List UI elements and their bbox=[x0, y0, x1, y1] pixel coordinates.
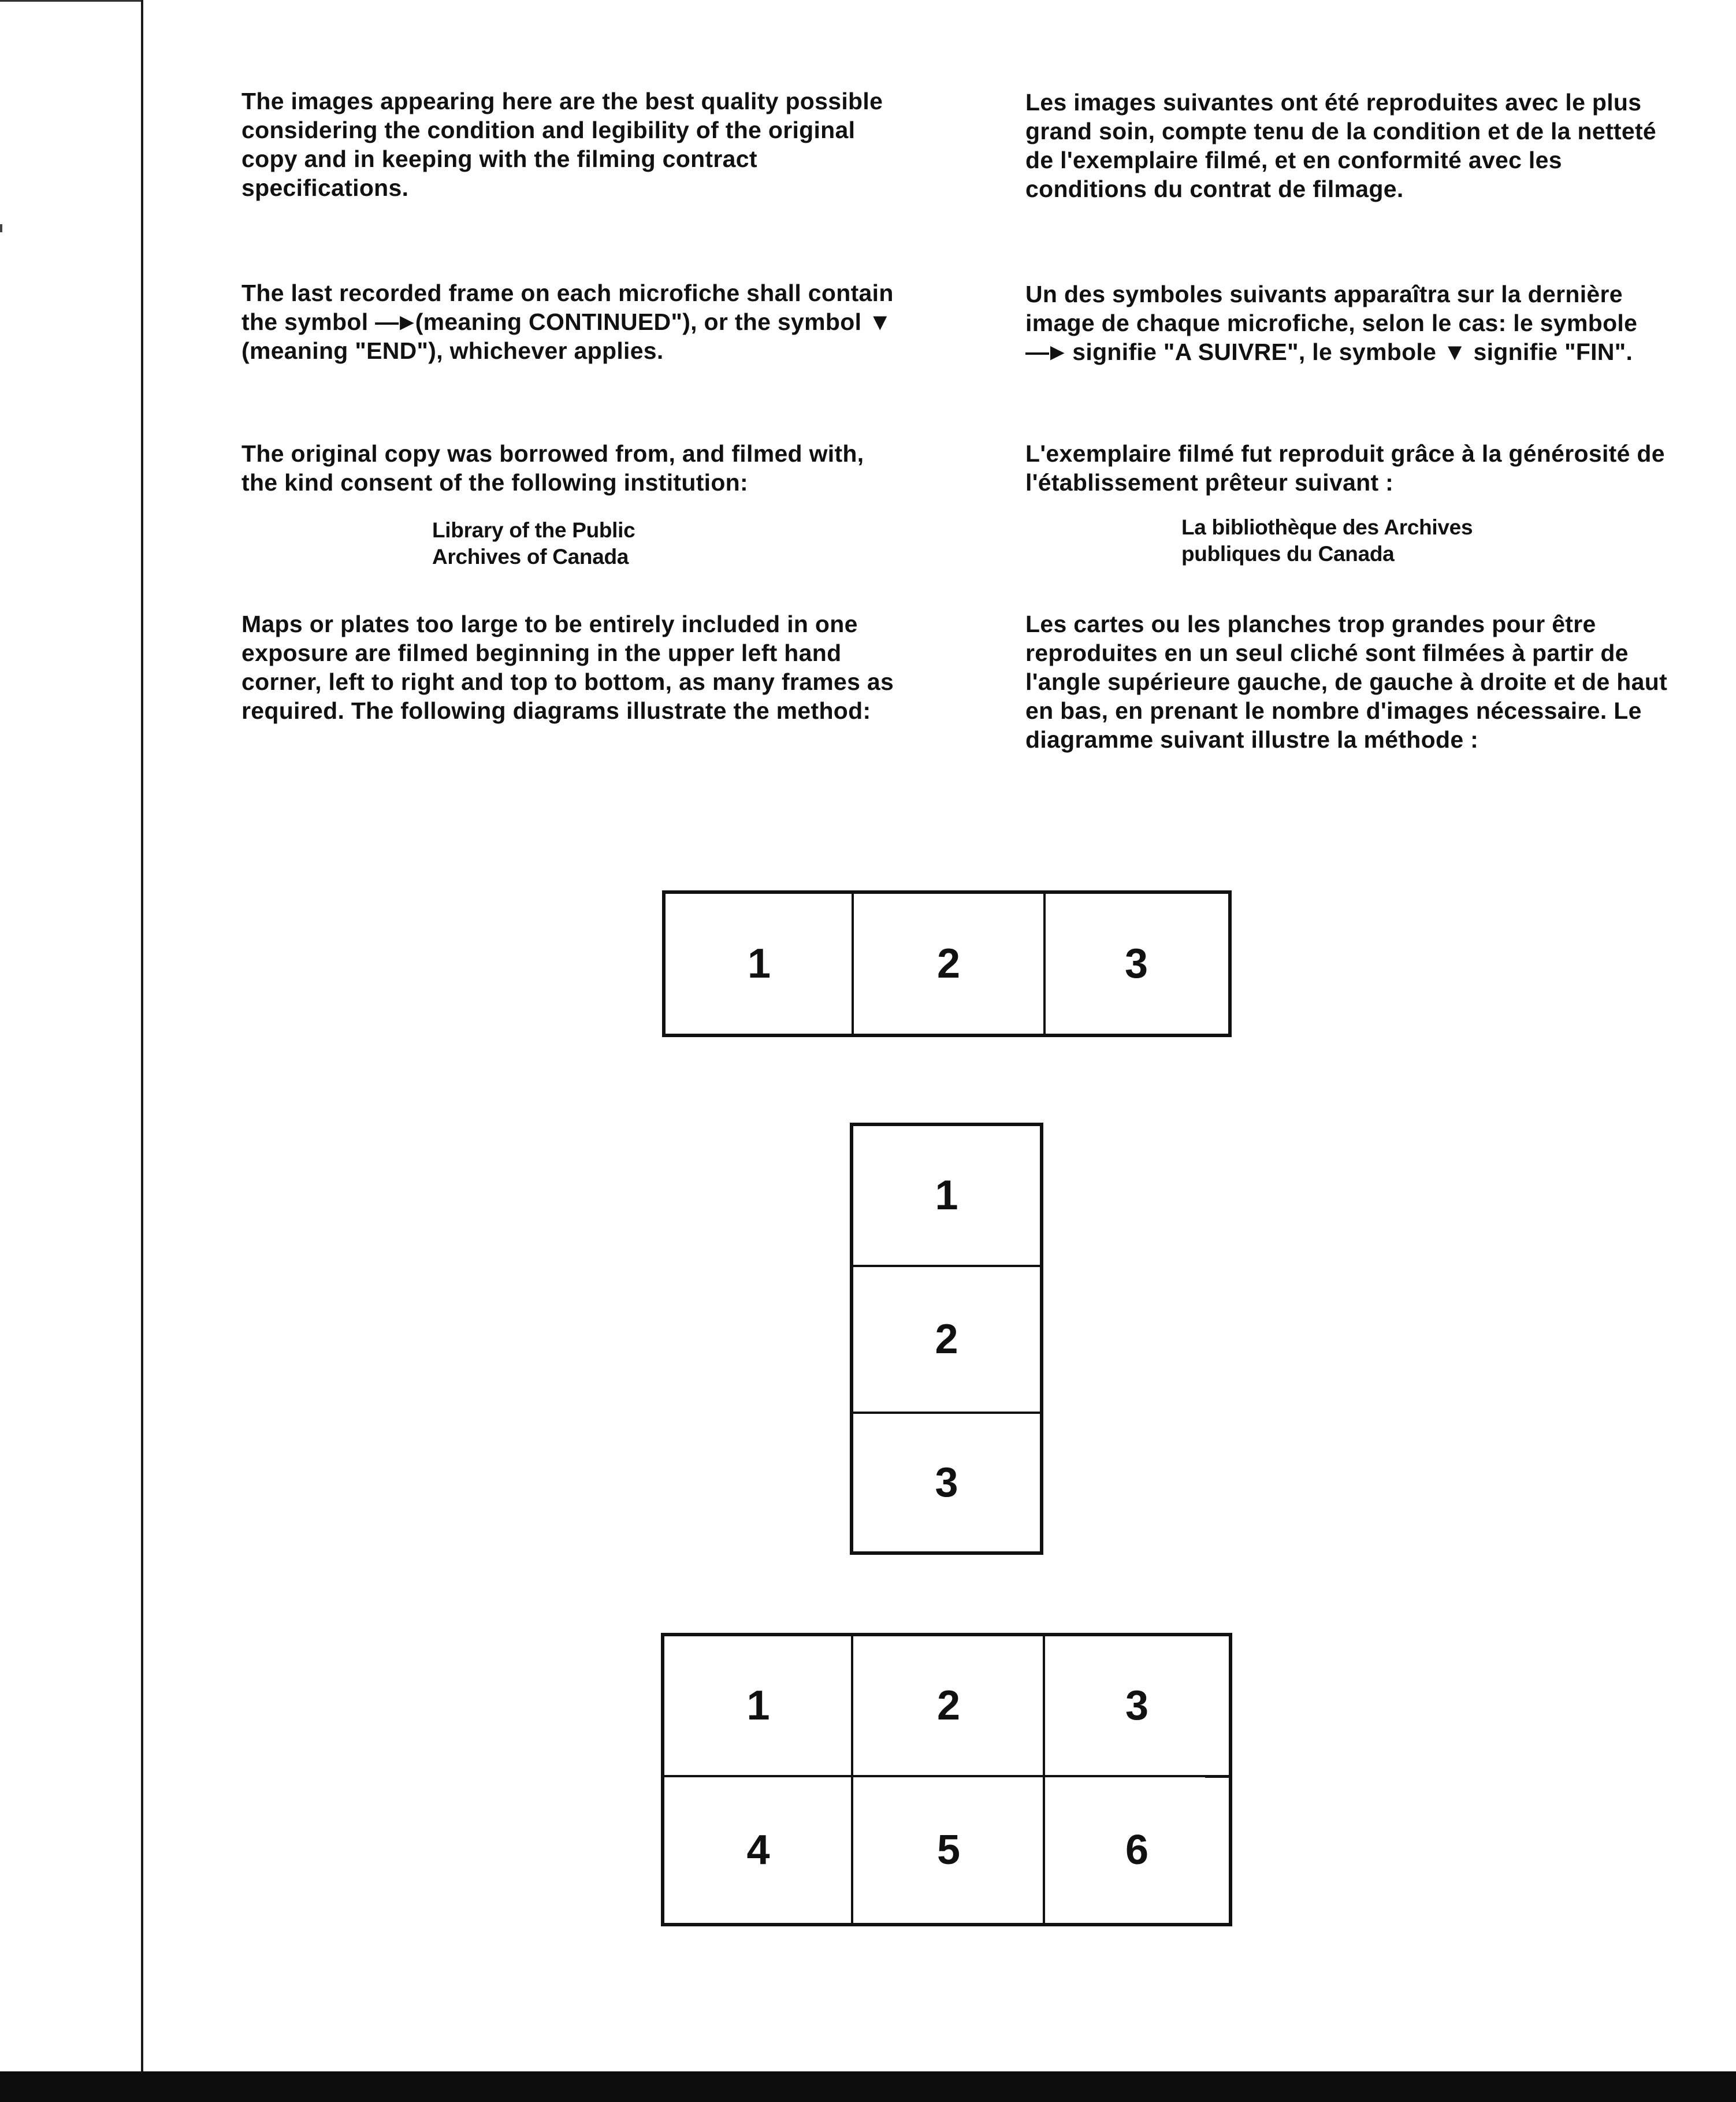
diagram-column-cell: 1 bbox=[935, 1172, 958, 1219]
symbol-notice-en bbox=[241, 278, 894, 365]
quality-notice-fr: Les images suivantes ont été reproduites avec le plus grand soin, compte tenu de la condition et de la netteté de l'exemplaire filmé, et en conformité avec les conditions du contrat de filmage. bbox=[1025, 89, 1657, 202]
diagram-row-cell: 3 bbox=[1124, 941, 1148, 987]
continued-arrow-icon: —► bbox=[1025, 339, 1066, 365]
diagram-grid-cell: 6 bbox=[1125, 1827, 1149, 1873]
diagram-grid-cell: 4 bbox=[746, 1827, 770, 1873]
quality-notice-en: The images appearing here are the best quality possible considering the condition and legibility of the original copy and in keeping with the filming contract specifications. bbox=[241, 88, 883, 201]
symbol-notice-en-text-b: (meaning CONTINUED"), or the symbol bbox=[415, 309, 868, 335]
institution-name-fr-line2: publiques du Canada bbox=[1181, 542, 1395, 566]
diagram-row bbox=[662, 890, 1232, 1037]
symbol-notice-fr-text-c: signifie "FIN". bbox=[1466, 339, 1633, 365]
diagram-row-cell: 1 bbox=[747, 941, 771, 987]
institution-name-en-line2: Archives of Canada bbox=[432, 545, 629, 569]
diagram-grid-cell: 3 bbox=[1125, 1683, 1149, 1729]
end-triangle-icon: ▼ bbox=[1443, 339, 1467, 365]
diagram-grid bbox=[661, 1633, 1232, 1926]
end-triangle-icon: ▼ bbox=[868, 309, 892, 335]
scan-edge-rule bbox=[0, 0, 142, 2]
institution-name-fr-line1: La bibliothèque des Archives bbox=[1181, 515, 1473, 539]
diagram-row-cell: 2 bbox=[936, 941, 961, 987]
scan-speck bbox=[0, 224, 2, 232]
scan-margin-line bbox=[141, 0, 143, 2071]
maps-notice-en: Maps or plates too large to be entirely included in one exposure are filmed beginning in the upper left hand corner, left to right and top to bottom, as many frames as required. The following diagrams illustrate the method: bbox=[241, 611, 894, 724]
symbol-notice-fr-text-a: Un des symboles suivants apparaîtra sur la dernière image de chaque microfiche, selon le cas: le symbole bbox=[1025, 281, 1638, 336]
diagram-grid-cell: 1 bbox=[746, 1683, 770, 1729]
lender-notice-en: The original copy was borrowed from, and filmed with, the kind consent of the following institution: bbox=[241, 440, 864, 496]
symbol-notice-fr-text-b: signifie "A SUIVRE", le symbole bbox=[1065, 339, 1443, 365]
diagram-grid-cell: 5 bbox=[936, 1827, 961, 1873]
maps-notice-fr: Les cartes ou les planches trop grandes pour être reproduites en un seul cliché sont filmées à partir de l'angle supérieure gauche, de gauche à droite et de haut en bas, en prenant le nombre d'images nécessaire. Le diagramme suivant illustre la méthode : bbox=[1025, 611, 1668, 753]
diagram-column-cell: 3 bbox=[935, 1459, 958, 1506]
scan-stray-mark bbox=[1205, 1776, 1232, 1778]
continued-arrow-icon: —► bbox=[375, 309, 415, 335]
symbol-notice-en-text-c: (meaning "END"), whichever applies. bbox=[241, 337, 664, 364]
institution-name-fr bbox=[1181, 514, 1473, 567]
institution-name-en bbox=[432, 517, 635, 570]
lender-notice-fr: L'exemplaire filmé fut reproduit grâce à la générosité de l'établissement prêteur suivant : bbox=[1025, 440, 1665, 496]
symbol-notice-fr bbox=[1025, 280, 1678, 366]
diagram-column bbox=[850, 1123, 1043, 1555]
diagram-grid-cell: 2 bbox=[936, 1683, 961, 1729]
symbol-notice-en-text-a: The last recorded frame on each microfiche shall contain the symbol bbox=[241, 280, 894, 335]
institution-name-en-line1: Library of the Public bbox=[432, 518, 635, 542]
scan-bottom-edge bbox=[0, 2071, 1736, 2102]
diagram-column-cell: 2 bbox=[935, 1316, 958, 1362]
